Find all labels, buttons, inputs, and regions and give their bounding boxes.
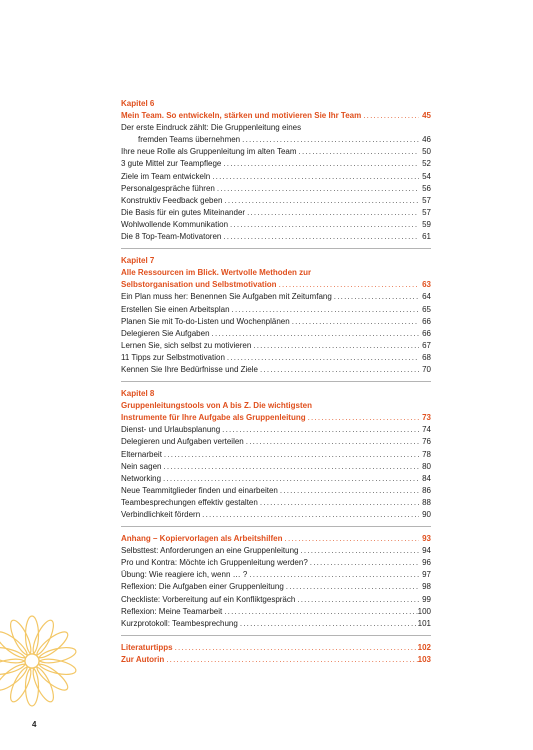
- toc-section: [121, 388, 431, 521]
- toc-entry[interactable]: [121, 557, 431, 569]
- toc-entry-title: Kapitel 8: [121, 389, 155, 399]
- section-divider: [121, 381, 431, 382]
- toc-entry-title: Delegieren und Aufgaben verteilen: [121, 437, 244, 447]
- dot-leader: [308, 557, 419, 569]
- toc-entry-page: 86: [422, 485, 431, 495]
- flower-petal: [26, 616, 39, 654]
- dot-leader: [230, 304, 419, 316]
- toc-entry-title: Alle Ressourcen im Blick. Wertvolle Methoden zur: [121, 268, 312, 278]
- toc-entry-title: Pro und Kontra: Möchte ich Gruppenleitung werden?: [121, 558, 308, 568]
- toc-entry-title: Nein sagen: [121, 461, 162, 471]
- flower-decoration: [0, 603, 92, 723]
- toc-entry-title: Verbindlichkeit fördern: [121, 510, 201, 519]
- toc-entry[interactable]: [121, 424, 431, 436]
- dot-leader: [277, 279, 419, 291]
- toc-entry-title: Mein Team. So entwickeln, stärken und motivieren Sie Ihr Team: [121, 111, 362, 121]
- toc-entry-title: Ein Plan muss her: Benennen Sie Aufgaben mit Zeitumfang: [121, 292, 332, 302]
- dot-leader: [161, 461, 419, 473]
- toc-entry[interactable]: [121, 400, 431, 412]
- toc-entry-page: 65: [422, 304, 431, 314]
- toc-entry-title: Die 8 Top-Team-Motivatoren: [121, 232, 222, 242]
- toc-entry-page: 70: [422, 364, 431, 374]
- toc-entry-page: 63: [422, 280, 431, 290]
- dot-leader: [162, 449, 419, 461]
- dot-leader: [258, 497, 419, 509]
- toc-entry[interactable]: [121, 291, 431, 303]
- toc-entry[interactable]: [121, 569, 431, 581]
- toc-entry-title: Lernen Sie, sich selbst zu motivieren: [121, 340, 252, 350]
- toc-entry[interactable]: [121, 654, 431, 666]
- toc-entry-page: 100: [417, 606, 431, 616]
- toc-entry[interactable]: [121, 219, 431, 231]
- toc-entry-title: 3 gute Mittel zur Teampflege: [121, 159, 222, 169]
- dot-leader: [258, 364, 419, 376]
- toc-entry-title: Reflexion: Meine Teamarbeit: [121, 606, 223, 616]
- section-divider: [121, 635, 431, 636]
- toc-entry-title: Instrumente für Ihre Aufgabe als Gruppenleitung: [121, 413, 306, 423]
- dot-leader: [222, 606, 417, 618]
- section-divider: [121, 526, 431, 527]
- toc-entry[interactable]: [121, 146, 431, 158]
- toc-entry-page: 57: [422, 195, 431, 205]
- dot-leader: [251, 340, 419, 352]
- toc-entry-page: 66: [422, 316, 431, 326]
- dot-leader: [245, 207, 419, 219]
- toc-entry-page: 103: [417, 654, 431, 664]
- toc-entry-page: 56: [422, 183, 431, 193]
- toc-entry-title: Kapitel 7: [121, 256, 155, 266]
- toc-entry-title: Personalgespräche führen: [121, 183, 215, 193]
- toc-entry-page: 78: [422, 449, 431, 459]
- toc-entry[interactable]: [121, 267, 431, 279]
- toc-entry[interactable]: [121, 183, 431, 195]
- toc-entry-title: Gruppenleitungstools von A bis Z. Die wichtigsten: [121, 401, 312, 411]
- toc-entry-page: 46: [422, 135, 431, 145]
- dot-leader: [297, 146, 419, 158]
- toc-entry-page: 96: [422, 558, 431, 568]
- toc-entry-page: 98: [422, 582, 431, 592]
- toc-entry[interactable]: [121, 606, 431, 618]
- table-of-contents: [121, 98, 431, 666]
- toc-entry[interactable]: [121, 594, 431, 606]
- dot-leader: [164, 654, 417, 666]
- toc-entry[interactable]: [121, 171, 431, 183]
- toc-entry-title: 11 Tipps zur Selbstmotivation: [121, 352, 225, 362]
- toc-entry-page: 93: [422, 534, 431, 544]
- dot-leader: [221, 158, 419, 170]
- toc-entry[interactable]: [121, 364, 431, 376]
- toc-entry-page: 84: [422, 473, 431, 483]
- toc-entry-page: 73: [422, 413, 431, 423]
- toc-entry-title: Dienst- und Urlaubsplanung: [121, 425, 221, 435]
- toc-entry-page: 94: [422, 546, 431, 556]
- dot-leader: [225, 352, 419, 364]
- toc-entry[interactable]: [121, 461, 431, 473]
- toc-entry-title: Kurzprotokoll: Teambesprechung: [121, 618, 238, 628]
- toc-entry-page: 59: [422, 219, 431, 229]
- toc-entry-page: 52: [422, 159, 431, 169]
- toc-entry[interactable]: [121, 231, 431, 243]
- toc-entry-page: 80: [422, 461, 431, 471]
- toc-entry[interactable]: [121, 328, 431, 340]
- dot-leader: [161, 473, 419, 485]
- toc-entry-title: Der erste Eindruck zählt: Die Gruppenleitung eines: [121, 123, 302, 133]
- dot-leader: [240, 134, 419, 146]
- toc-entry[interactable]: [121, 304, 431, 316]
- toc-entry-page: 64: [422, 292, 431, 302]
- toc-entry-page: 99: [422, 594, 431, 604]
- dot-leader: [295, 594, 419, 606]
- flower-petal: [0, 645, 27, 666]
- dot-leader: [238, 618, 418, 630]
- toc-entry-page: 67: [422, 340, 431, 350]
- toc-entry[interactable]: [121, 581, 431, 593]
- flower-petal: [29, 618, 57, 658]
- dot-leader: [244, 436, 419, 448]
- toc-section: [121, 642, 431, 666]
- toc-entry[interactable]: [121, 134, 431, 146]
- toc-entry[interactable]: [121, 497, 431, 509]
- toc-entry-title: Neue Teammitglieder finden und einarbeiten: [121, 485, 278, 495]
- toc-entry-page: 90: [422, 510, 431, 519]
- toc-entry-title: Elternarbeit: [121, 449, 162, 459]
- dot-leader: [284, 581, 419, 593]
- toc-entry[interactable]: [121, 485, 431, 497]
- dot-leader: [290, 316, 419, 328]
- flower-petal: [7, 618, 35, 658]
- toc-entry[interactable]: [121, 207, 431, 219]
- toc-entry-title: Kennen Sie Ihre Bedürfnisse und Ziele: [121, 364, 258, 374]
- toc-entry-page: 50: [422, 147, 431, 157]
- toc-entry-title: Checkliste: Vorbereitung auf ein Konfliktgespräch: [121, 594, 296, 604]
- dot-leader: [210, 171, 419, 183]
- toc-entry-title: fremden Teams übernehmen: [138, 135, 241, 145]
- toc-entry[interactable]: [121, 158, 431, 170]
- toc-entry-page: 45: [422, 111, 431, 121]
- dot-leader: [210, 328, 419, 340]
- toc-entry-page: 102: [417, 642, 431, 652]
- toc-section: [121, 255, 431, 376]
- dot-leader: [306, 412, 419, 424]
- toc-entry-page: 74: [422, 425, 431, 435]
- toc-entry-title: Zur Autorin: [121, 654, 165, 664]
- toc-entry[interactable]: [121, 195, 431, 207]
- flower-petal: [37, 645, 77, 666]
- toc-entry-page: 66: [422, 328, 431, 338]
- toc-entry-title: Wohlwollende Kommunikation: [121, 219, 229, 229]
- dot-leader: [283, 533, 419, 545]
- toc-entry-page: 101: [417, 618, 431, 628]
- dot-leader: [222, 195, 419, 207]
- toc-entry[interactable]: [121, 352, 431, 364]
- dot-leader: [298, 545, 419, 557]
- flower-petal: [26, 668, 39, 706]
- toc-entry-title: Ihre neue Rolle als Gruppenleitung im alten Team: [121, 147, 297, 157]
- toc-entry[interactable]: [121, 545, 431, 557]
- toc-entry-title: Selbsttest: Anforderungen an eine Gruppenleitung: [121, 546, 299, 556]
- toc-entry[interactable]: [121, 279, 431, 291]
- dot-leader: [247, 569, 419, 581]
- toc-entry[interactable]: [121, 618, 431, 630]
- toc-entry-page: 76: [422, 437, 431, 447]
- toc-entry[interactable]: [121, 533, 431, 545]
- toc-entry[interactable]: [121, 340, 431, 352]
- toc-entry[interactable]: [121, 509, 431, 521]
- chapter-label: [121, 388, 431, 400]
- toc-entry-title: Planen Sie mit To-do-Listen und Wochenplänen: [121, 316, 290, 326]
- chapter-label: [121, 255, 431, 267]
- toc-entry-page: 54: [422, 171, 431, 181]
- toc-entry-page: 61: [422, 232, 431, 242]
- toc-entry-title: Ziele im Team entwickeln: [121, 171, 211, 181]
- toc-entry-title: Konstruktiv Feedback geben: [121, 195, 223, 205]
- toc-entry[interactable]: [121, 412, 431, 424]
- toc-entry-page: 68: [422, 352, 431, 362]
- toc-entry-title: Selbstorganisation und Selbstmotivation: [121, 280, 277, 290]
- dot-leader: [332, 291, 419, 303]
- toc-section: [121, 533, 431, 630]
- dot-leader: [221, 231, 419, 243]
- section-divider: [121, 248, 431, 249]
- flower-petal: [37, 656, 77, 677]
- flower-petal: [29, 664, 57, 704]
- dot-leader: [278, 485, 419, 497]
- dot-leader: [215, 183, 419, 195]
- page-number: 4: [32, 720, 37, 729]
- toc-entry-title: Übung: Wie reagiere ich, wenn … ?: [121, 570, 248, 580]
- toc-entry[interactable]: [121, 122, 431, 134]
- toc-entry-title: Anhang – Kopiervorlagen als Arbeitshilfen: [121, 534, 283, 544]
- dot-leader: [361, 110, 419, 122]
- toc-entry[interactable]: [121, 642, 431, 654]
- toc-entry-title: Teambesprechungen effektiv gestalten: [121, 497, 258, 507]
- toc-entry-title: Literaturtipps: [121, 642, 173, 652]
- toc-section: [121, 98, 431, 243]
- toc-entry-page: 88: [422, 497, 431, 507]
- toc-entry-page: 97: [422, 570, 431, 580]
- toc-entry-title: Reflexion: Die Aufgaben einer Gruppenleitung: [121, 582, 284, 592]
- toc-entry[interactable]: [121, 473, 431, 485]
- toc-entry[interactable]: [121, 110, 431, 122]
- toc-entry-title: Delegieren Sie Aufgaben: [121, 328, 210, 338]
- chapter-label: [121, 98, 431, 110]
- toc-entry-title: Kapitel 6: [121, 99, 155, 108]
- dot-leader: [200, 509, 419, 521]
- toc-entry[interactable]: [121, 316, 431, 328]
- dot-leader: [228, 219, 419, 231]
- toc-entry[interactable]: [121, 449, 431, 461]
- toc-entry[interactable]: [121, 436, 431, 448]
- toc-entry-page: 57: [422, 207, 431, 217]
- dot-leader: [173, 642, 418, 654]
- flower-petal: [0, 656, 27, 677]
- dot-leader: [220, 424, 419, 436]
- toc-entry-title: Erstellen Sie einen Arbeitsplan: [121, 304, 230, 314]
- toc-entry-title: Networking: [121, 473, 162, 483]
- flower-petal: [7, 664, 35, 704]
- toc-entry-title: Die Basis für ein gutes Miteinander: [121, 207, 246, 217]
